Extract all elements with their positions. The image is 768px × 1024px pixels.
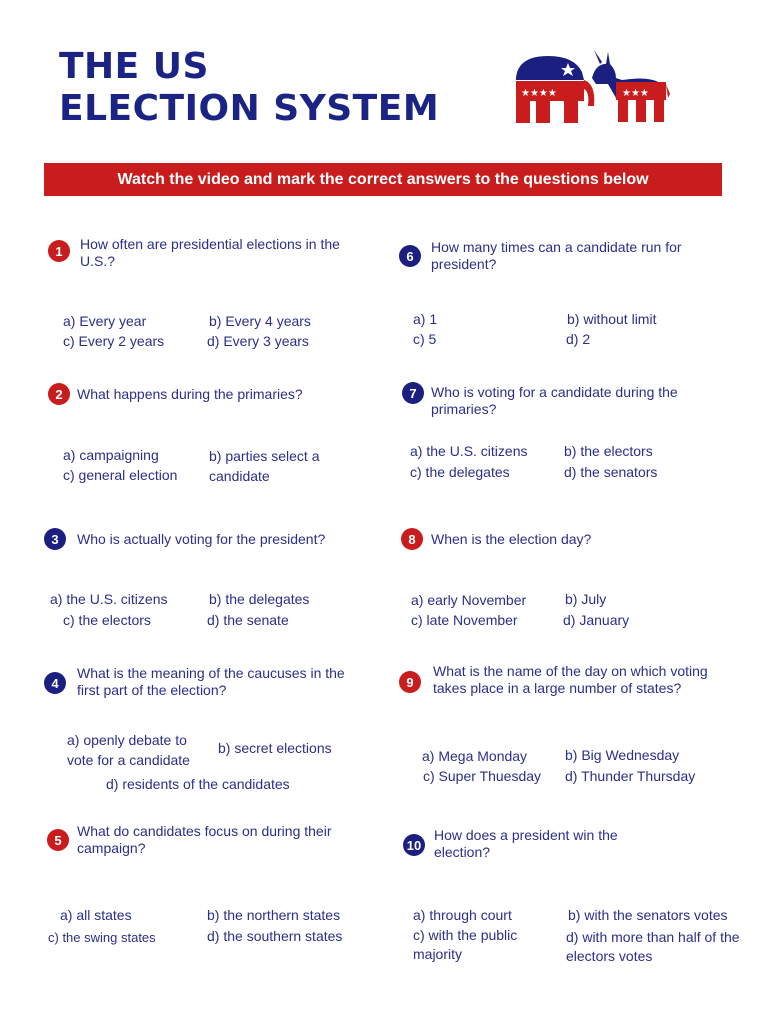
answer-option-d[interactable]: d) residents of the candidates — [106, 776, 290, 792]
donkey-icon — [592, 50, 670, 122]
answer-option-a[interactable]: a) openly debate to vote for a candidate — [67, 732, 190, 768]
answer-option-c[interactable]: c) general election — [63, 467, 178, 483]
answer-option-a[interactable]: a) early November — [411, 592, 527, 608]
title-line-1: THE US — [59, 46, 209, 87]
question-number-badge: 2 — [48, 383, 70, 405]
answer-option-a[interactable]: a) campaigning — [63, 447, 159, 463]
answer-option-b[interactable]: b) Big Wednesday — [565, 747, 680, 763]
answer-option-d[interactable]: d) Every 3 years — [207, 333, 309, 349]
answer-option-b[interactable]: b) the northern states — [207, 907, 341, 923]
question-number-badge: 4 — [44, 672, 66, 694]
question-number-badge: 10 — [403, 834, 425, 856]
svg-text:★★★★: ★★★★ — [521, 88, 557, 99]
answer-option-a[interactable]: a) 1 — [413, 311, 438, 327]
answer-option-c[interactable]: c) the electors — [63, 612, 151, 628]
question-number-badge: 7 — [402, 382, 424, 404]
question-text: How many times can a candidate run for president? — [431, 239, 682, 272]
question-text: How does a president win the election? — [434, 827, 618, 860]
answer-option-b[interactable]: b) the electors — [564, 443, 653, 459]
answer-option-c[interactable]: c) with the public majority — [413, 927, 518, 962]
answer-option-b[interactable]: b) with the senators votes — [568, 907, 728, 923]
answer-option-a[interactable]: a) Mega Monday — [422, 748, 528, 764]
instructions-banner: Watch the video and mark the correct answers to the questions below — [44, 163, 722, 196]
question-number-badge: 6 — [399, 245, 421, 267]
answer-option-d[interactable]: d) January — [563, 612, 630, 628]
title-line-2: ELECTION SYSTEM — [59, 88, 440, 129]
answer-option-c[interactable]: c) 5 — [413, 331, 437, 347]
answer-option-d[interactable]: d) Thunder Thursday — [565, 768, 696, 784]
answer-option-a[interactable]: a) all states — [60, 907, 132, 923]
elephant-donkey-icon — [512, 48, 670, 130]
answer-option-b[interactable]: b) without limit — [567, 311, 657, 327]
question-number-badge: 8 — [401, 528, 423, 550]
answer-option-d[interactable]: d) the southern states — [207, 928, 343, 944]
answer-option-b[interactable]: b) July — [565, 591, 607, 607]
answer-option-d[interactable]: d) the senate — [207, 612, 289, 628]
answer-option-b[interactable]: b) parties select a candidate — [209, 448, 320, 484]
question-text: What is the name of the day on which voting takes place in a large number of states? — [433, 663, 708, 696]
worksheet-title — [59, 46, 439, 130]
answer-option-d[interactable]: d) 2 — [566, 331, 591, 347]
answer-option-c[interactable]: c) the swing states — [48, 930, 156, 945]
answer-option-a[interactable]: a) the U.S. citizens — [50, 591, 168, 607]
answer-option-d[interactable]: d) with more than half of the electors votes — [566, 929, 740, 964]
question-text: When is the election day? — [431, 531, 592, 547]
answer-option-b[interactable]: b) the delegates — [209, 591, 310, 607]
question-text: Who is actually voting for the president? — [77, 531, 326, 547]
answer-option-c[interactable]: c) Super Thuesday — [423, 768, 542, 784]
question-text: Who is voting for a candidate during the primaries? — [431, 384, 678, 417]
answer-option-a[interactable]: a) through court — [413, 907, 512, 923]
answer-option-c[interactable]: c) late November — [411, 612, 518, 628]
answer-option-a[interactable]: a) Every year — [63, 313, 147, 329]
question-text: How often are presidential elections in the U.S.? — [80, 236, 340, 269]
answer-option-b[interactable]: b) secret elections — [218, 740, 332, 756]
answer-option-b[interactable]: b) Every 4 years — [209, 313, 311, 329]
answer-option-c[interactable]: c) the delegates — [410, 464, 510, 480]
question-text: What happens during the primaries? — [77, 386, 303, 402]
question-text: What is the meaning of the caucuses in the first part of the election? — [77, 665, 345, 698]
question-number-badge: 5 — [47, 829, 69, 851]
elephant-icon — [516, 56, 594, 123]
svg-text:★★★: ★★★ — [622, 88, 649, 99]
answer-option-a[interactable]: a) the U.S. citizens — [410, 443, 528, 459]
question-number-badge: 1 — [48, 240, 70, 262]
question-number-badge: 3 — [44, 528, 66, 550]
question-number-badge: 9 — [399, 671, 421, 693]
answer-option-d[interactable]: d) the senators — [564, 464, 658, 480]
question-text: What do candidates focus on during their campaign? — [77, 823, 332, 856]
answer-option-c[interactable]: c) Every 2 years — [63, 333, 165, 349]
